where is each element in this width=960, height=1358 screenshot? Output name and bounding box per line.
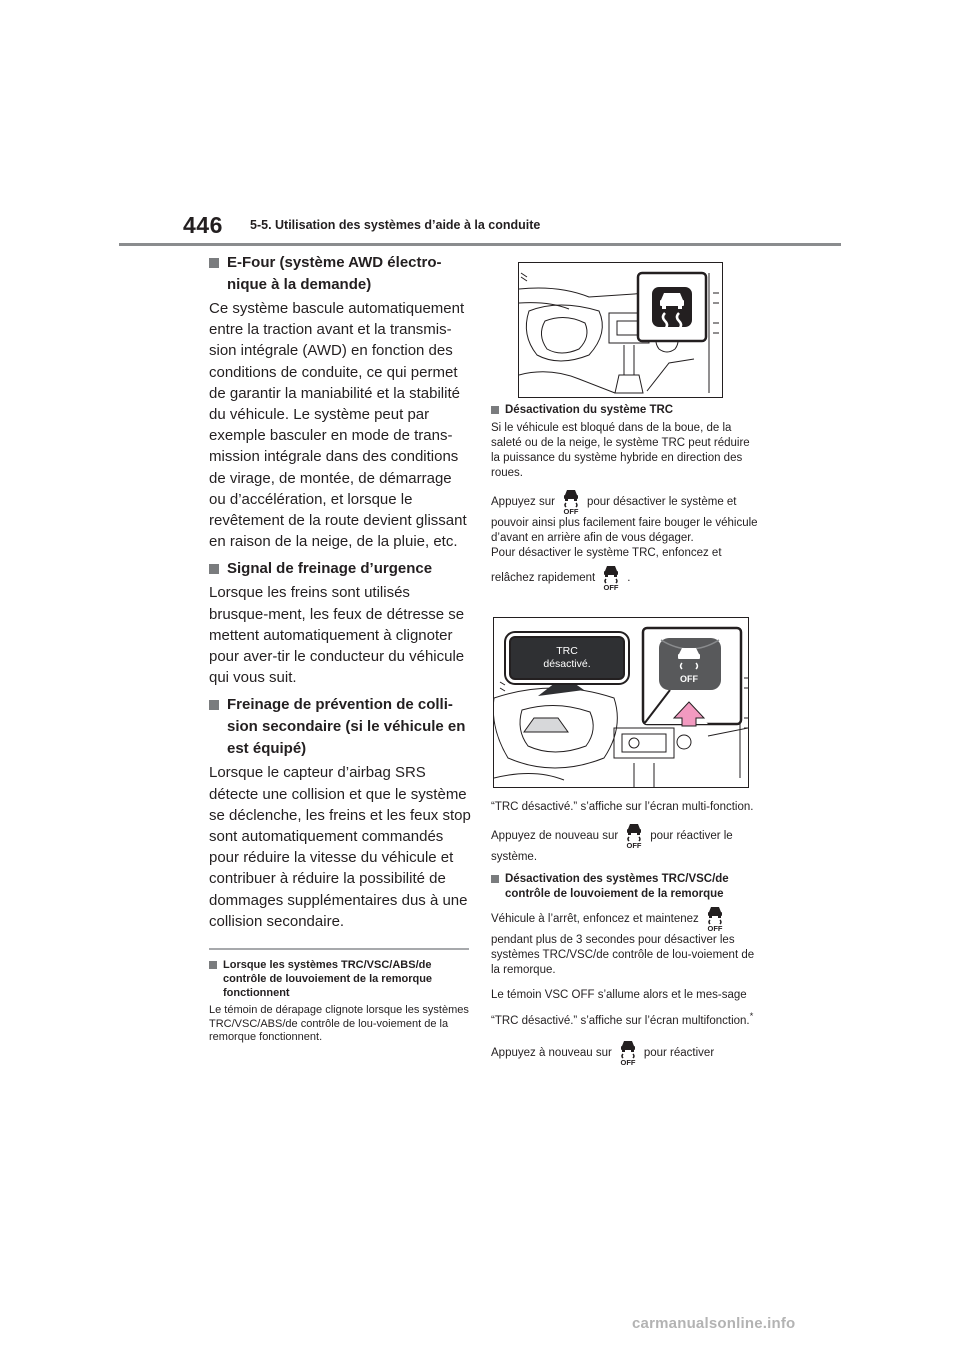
left-column bbox=[209, 252, 471, 1045]
right-column-upper bbox=[491, 403, 761, 599]
trc-heading: Désactivation du système TRC bbox=[491, 403, 761, 418]
header-rule bbox=[119, 243, 841, 246]
square-bullet-icon bbox=[209, 258, 219, 268]
trc-off-switch-figure bbox=[493, 617, 749, 788]
all-systems-reactivate-paragraph: Appuyez à nouveau sur OFF pour réactiver bbox=[491, 1039, 761, 1067]
switch-off-label: OFF bbox=[680, 674, 698, 684]
trc-reactivate-paragraph: Appuyez de nouveau sur OFF pour réactiver le système. bbox=[491, 822, 761, 865]
square-bullet-icon bbox=[491, 406, 499, 414]
right-column-lower bbox=[491, 797, 761, 1074]
vsc-off-icon-label: OFF bbox=[620, 1057, 636, 1067]
bubble-line2: désactivé. bbox=[543, 658, 591, 670]
page-header bbox=[0, 0, 960, 250]
vsc-off-icon bbox=[622, 822, 646, 850]
vsc-off-icon bbox=[559, 488, 583, 516]
vsc-off-icon bbox=[599, 564, 623, 592]
trc-off-message-bubble bbox=[509, 636, 625, 680]
bubble-line1: TRC bbox=[556, 645, 578, 657]
square-bullet-icon bbox=[209, 700, 219, 710]
efour-heading: E-Four (système AWD électro-nique à la demande) bbox=[209, 252, 471, 296]
square-bullet-icon bbox=[209, 564, 219, 574]
square-bullet-icon bbox=[491, 875, 499, 883]
watermark: carmanualsonline.info bbox=[632, 1315, 796, 1332]
all-systems-heading: Désactivation des systèmes TRC/VSC/de contrôle de louvoiement de la remorque bbox=[491, 872, 761, 902]
all-systems-indicator-paragraph: Le témoin VSC OFF s’allume alors et le mes-sage “TRC désactivé.” s’affiche sur l’écran multifonction.* bbox=[491, 989, 754, 1027]
efour-body: Ce système bascule automatiquement entre la traction avant et la transmis-sion intégrale (AWD) en fonction des conditions de conduite, ce qui permet de garantir la maniabilité et la stabilité du véhicule. Le système peut par exemple basculer en mode de trans-mission intégrale dans des conditions de virage, de montée, de démarrage ou d’accélération, et lorsque le revêtement de la route devient glissant en raison de la neige, de la pluie, etc. bbox=[209, 300, 467, 551]
signal-body: Lorsque les freins sont utilisés brusque-ment, les feux de détresse se mettent automatiquement à clignoter pour aver-tir le conducteur du véhicule qui vous suit. bbox=[209, 584, 465, 687]
vsc-off-icon bbox=[616, 1039, 640, 1067]
dashboard-slip-indicator-figure bbox=[518, 262, 723, 398]
vsc-off-icon-label: OFF bbox=[626, 841, 642, 850]
trc-display-message: “TRC désactivé.” s’affiche sur l’écran multi-fonction. bbox=[491, 801, 754, 813]
footnote-body: Le témoin de dérapage clignote lorsque les systèmes TRC/VSC/ABS/de contrôle de lou-voiement de la remorque fonctionnent. bbox=[209, 1004, 469, 1044]
trc-press-paragraph: Appuyez sur OFF pour désactiver le système et pouvoir ainsi plus facilement faire bouger le véhicule d’avant en arrière afin de vous dégager. Pour désactiver le système TRC, enfoncez et bbox=[491, 488, 761, 561]
all-systems-hold-paragraph: Véhicule à l’arrêt, enfoncez et maintenez OFF pendant plus de 3 secondes pour désactiver les systèmes TRC/VSC/de contrôle de lou-voiement de la remorque. bbox=[491, 905, 761, 978]
vsc-off-icon-label: OFF bbox=[603, 583, 619, 592]
footnote-rule bbox=[209, 948, 469, 950]
vsc-off-icon-label: OFF bbox=[707, 924, 723, 933]
trc-release-paragraph: relâchez rapidement OFF . bbox=[491, 564, 761, 592]
vsc-off-icon bbox=[703, 905, 727, 933]
trc-body: Si le véhicule est bloqué dans de la boue, de la saleté ou de la neige, le système TRC peut réduire la puissance du système hybride en direction des roues. bbox=[491, 422, 750, 479]
square-bullet-icon bbox=[209, 961, 217, 969]
footnote-heading: Lorsque les systèmes TRC/VSC/ABS/de contrôle de louvoiement de la remorque fonctionnent bbox=[209, 958, 471, 1000]
collision-body: Lorsque le capteur d’airbag SRS détecte une collision et que le système se déclenche, les freins et les feux stop sont automatiquement commandés pour réduire la vitesse du véhicule et contribuer à réduire la possibilité de dommages supplémentaires dus à une collision secondaire. bbox=[209, 764, 471, 930]
footnote-marker: * bbox=[749, 1011, 754, 1022]
page-number: 446 bbox=[183, 212, 223, 238]
collision-heading: Freinage de prévention de colli-sion secondaire (si le véhicule en est équipé) bbox=[209, 694, 471, 760]
section-title: 5-5. Utilisation des systèmes d’aide à la conduite bbox=[250, 218, 541, 232]
signal-heading: Signal de freinage d’urgence bbox=[209, 558, 471, 580]
vsc-off-icon-label: OFF bbox=[563, 507, 579, 516]
